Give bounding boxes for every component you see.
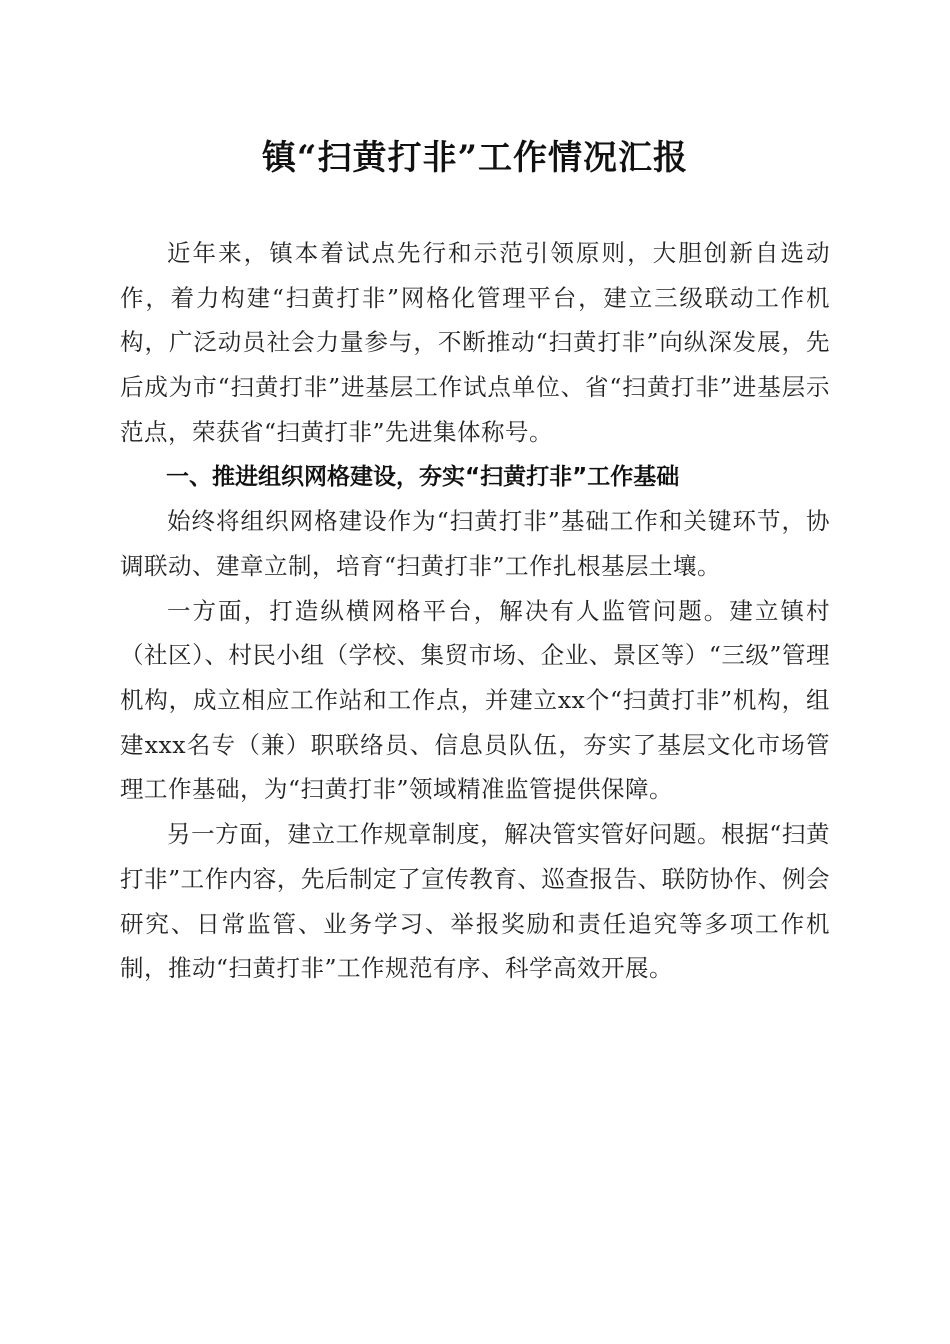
intro-paragraph: 近年来，镇本着试点先行和示范引领原则，大胆创新自选动作，着力构建“扫黄打非”网格化管理平台，建立三级联动工作机构，广泛动员社会力量参与，不断推动“扫黄打非”向纵深发展，先后成为市“扫黄打非”进基层工作试点单位、省“扫黄打非”进基层示范点，荣获省“扫黄打非”先进集体称号。 [120, 239, 830, 446]
document-title: 镇“扫黄打非”工作情况汇报 [261, 138, 689, 178]
section-heading: 一、推进组织网格建设，夯实“扫黄打非”工作基础 [166, 463, 680, 490]
section-paragraph-2: 一方面，打造纵横网格平台，解决有人监管问题。建立镇村（社区）、村民小组（学校、集贸市场、企业、景区等）“三级”管理机构，成立相应工作站和工作点，并建立xx个“扫黄打非”机构，组建xxx名专（兼）职联络员、信息员队伍，夯实了基层文化市场管理工作基础，为“扫黄打非”领域精准监管提供保障。 [120, 596, 830, 804]
document-body [120, 231, 830, 991]
section-paragraph-1: 始终将组织网格建设作为“扫黄打非”基础工作和关键环节，协调联动、建章立制，培育“扫黄打非”工作扎根基层土壤。 [120, 507, 830, 580]
section-paragraph-3: 另一方面，建立工作规章制度，解决管实管好问题。根据“扫黄打非”工作内容，先后制定了宣传教育、巡查报告、联防协作、例会研究、日常监管、业务学习、举报奖励和责任追究等多项工作机制，推动“扫黄打非”工作规范有序、科学高效开展。 [120, 820, 830, 983]
